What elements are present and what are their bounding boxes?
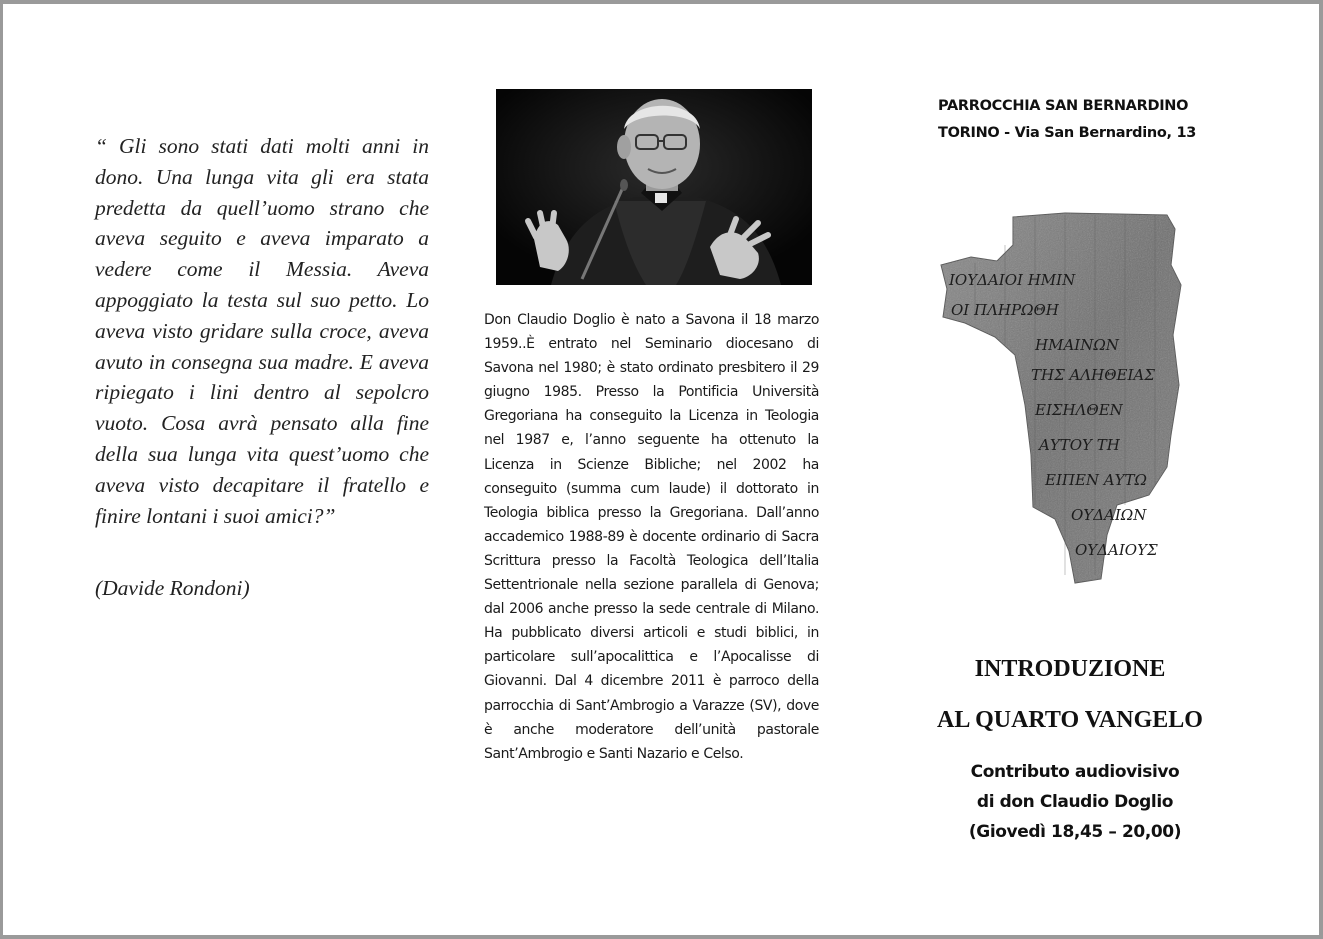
quote-author: (Davide Rondoni) <box>95 576 250 600</box>
event-title-line-2: AL QUARTO VANGELO <box>937 707 1203 733</box>
papyrus-line: ΕΙΣΗΛΘΕΝ <box>1035 401 1123 419</box>
contribution-type: Contributo audiovisivo <box>970 762 1180 782</box>
papyrus-line: ΗΜΑΙΝΩΝ <box>1035 336 1119 354</box>
parish-name: PARROCCHIA SAN BERNARDINO <box>938 98 1189 114</box>
quote-text: “ Gli sono stati dati molti anni in dono. Una lunga vita gli era stata predetta da quell’uomo strano che aveva seguito e aveva imparato a vedere come il Messia. Aveva appoggiato la testa sul suo petto. Lo aveva visto gridare sulla croce, aveva avuto in consegna sua madre. E aveva ripiegato i lini dentro al sepolcro vuoto. Cosa avrà pensato alla fine della sua lunga vita quest’uomo che aveva visto decapitare il fratello e finire lontani i suoi amici?” <box>95 134 429 528</box>
biography-text: Don Claudio Doglio è nato a Savona il 18 marzo 1959..È entrato nel Seminario diocesano di Savona nel 1980; è stato ordinato presbitero il 29 giugno 1985. Presso la Pontificia Università Gregoriana ha conseguito la Licenza in Teologia nel 1987 e, l’anno seguente ha ottenuto la Licenza in Scienze Bibliche; nel 2002 ha conseguito (summa cum laude) il dottorato in Teologia biblica presso la Gregoriana. Dall’anno accademico 1988-89 è docente ordinario di Sacra Scrittura presso la Facoltà Teologica dell’Italia Settentrionale nella sezione parallela di Genova; dal 2006 anche presso la sede centrale di Milano. Ha pubblicato diversi articoli e studi biblici, in particolare sull’apocalittica e l’Apocalisse di Giovanni. Dal 4 dicembre 2011 è parroco della parrocchia di Sant’Ambrogio a Varazze (SV), dove è anche moderatore dell’unità pastorale Sant’Ambrogio e Santi Nazario e Celso. <box>484 312 819 762</box>
parish-header <box>938 93 1196 147</box>
papyrus-line: ΑΥΤΟΥ ΤΗ <box>1039 436 1120 454</box>
parish-address: TORINO - Via San Bernardino, 13 <box>938 125 1197 141</box>
event-schedule: (Giovedì 18,45 – 20,00) <box>968 822 1182 842</box>
papyrus-fragment-image <box>935 205 1195 590</box>
papyrus-line: ΤΗΣ ΑΛΗΘΕΙΑΣ <box>1031 366 1155 384</box>
portrait-photo <box>496 89 812 285</box>
papyrus-line: ΟΙ ΠΛΗΡΩΘΗ <box>951 301 1059 319</box>
event-title-line-1: INTRODUZIONE <box>974 656 1166 682</box>
papyrus-line: ΙΟΥΔΑΙΟΙ ΗΜΙΝ <box>949 271 1076 289</box>
papyrus-line: ΕΙΠΕΝ ΑΥΤΩ <box>1045 471 1147 489</box>
event-details <box>940 757 1210 847</box>
papyrus-line: ΟΥΔΑΙΩΝ <box>1071 506 1147 524</box>
contribution-author: di don Claudio Doglio <box>976 792 1174 812</box>
papyrus-line: ΟΥΔΑΙΟΥΣ <box>1075 541 1158 559</box>
